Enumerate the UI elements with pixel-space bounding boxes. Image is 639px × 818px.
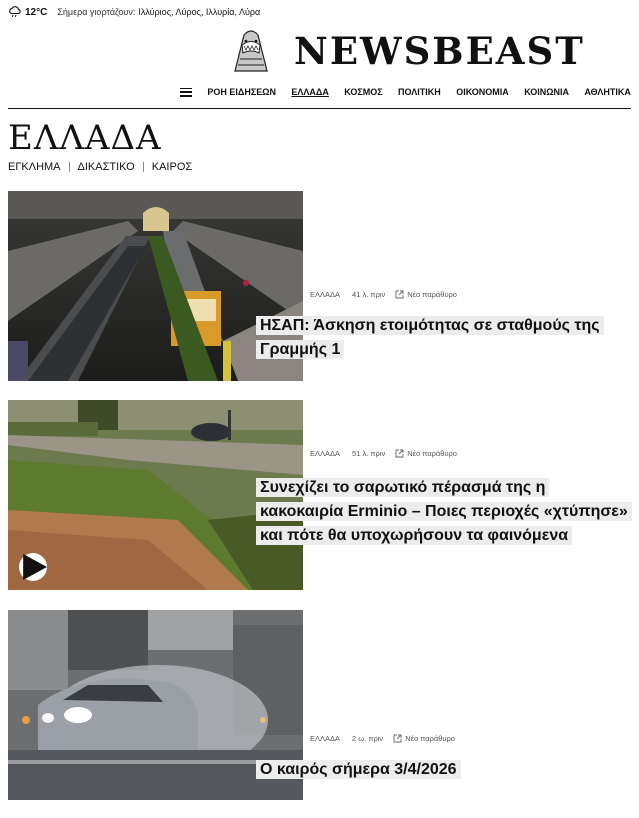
article-headline-text[interactable]: Συνεχίζει το σαρωτικό πέρασμά της η κακοκαιρία Erminio – Ποιες περιοχές «χτύπησε» και πότε θα υποχωρήσουν τα φαινόμενα [256,478,632,545]
temperature: 12°C [25,6,48,18]
new-window-label: Νέο παράθυρο [407,290,457,299]
hamburger-menu-icon[interactable] [180,88,192,97]
nav-item-kosmos[interactable]: ΚΟΣΜΟΣ [344,87,383,97]
topbar [8,4,260,20]
nav-item-koinonia[interactable]: ΚΟΙΝΩΝΙΑ [524,87,569,97]
new-window-label: Νέο παράθυρο [407,449,457,458]
article-card [8,400,631,590]
article-card [8,191,631,381]
article-headline-text[interactable]: Ο καιρός σήμερα 3/4/2026 [256,760,461,779]
article-category[interactable]: ΕΛΛΑΔΑ [310,734,341,743]
page-title: ΕΛΛΑΔΑ [8,118,162,158]
external-link-icon [395,449,404,458]
article-time: 51 λ. πριν [352,449,386,458]
article-time: 41 λ. πριν [352,290,386,299]
header-divider [8,108,631,109]
nameday-label: Σήμερα γιορτάζουν: [57,7,136,17]
subnav-separator [69,162,70,172]
article-headline-text[interactable]: ΗΣΑΠ: Άσκηση ετοιμότητας σε σταθμούς της Γραμμής 1 [256,316,604,359]
subnav-item-kairos[interactable]: ΚΑΙΡΟΣ [151,161,193,173]
external-link-icon [395,290,404,299]
external-link-icon [393,734,402,743]
article-headline[interactable] [256,758,631,782]
nav-item-ellada[interactable]: ΕΛΛΑΔΑ [291,87,329,97]
cloud-rain-icon [8,6,22,18]
play-icon [21,553,47,581]
nav-item-politiki[interactable]: ΠΟΛΙΤΙΚΗ [398,87,441,97]
new-window-label: Νέο παράθυρο [405,734,455,743]
video-play-button[interactable] [19,553,47,581]
nameday-names: Ιλλύριος, Λύρος, Ιλλυρία, Λύρα [138,7,261,17]
subnav [8,161,192,173]
article-card [8,610,631,800]
article-headline[interactable] [256,314,631,362]
subnav-item-egklima[interactable]: ΕΓΚΛΗΜΑ [8,161,61,173]
article-meta [310,449,457,458]
nav-item-roh-eidiseon[interactable]: ΡΟΗ ΕΙΔΗΣΕΩΝ [207,87,276,97]
article-category[interactable]: ΕΛΛΑΔΑ [310,290,341,299]
open-new-window-link[interactable] [395,449,457,458]
main-nav [180,84,631,100]
shark-logo-icon [232,29,270,73]
article-meta [310,734,455,743]
nav-item-oikonomia[interactable]: ΟΙΚΟΝΟΜΙΑ [456,87,509,97]
open-new-window-link[interactable] [395,290,457,299]
subnav-item-dikastiko[interactable]: ΔΙΚΑΣΤΙΚΟ [77,161,135,173]
nav-item-athlitika[interactable]: ΑΘΛΗΤΙΚΑ [584,87,631,97]
article-headline[interactable] [256,476,631,548]
site-logo[interactable] [232,28,585,74]
article-time: 2 ω. πριν [352,734,384,743]
article-meta [310,290,457,299]
logo-text: NEWSBEAST [294,29,585,73]
open-new-window-link[interactable] [393,734,455,743]
article-category[interactable]: ΕΛΛΑΔΑ [310,449,341,458]
subnav-separator [143,162,144,172]
